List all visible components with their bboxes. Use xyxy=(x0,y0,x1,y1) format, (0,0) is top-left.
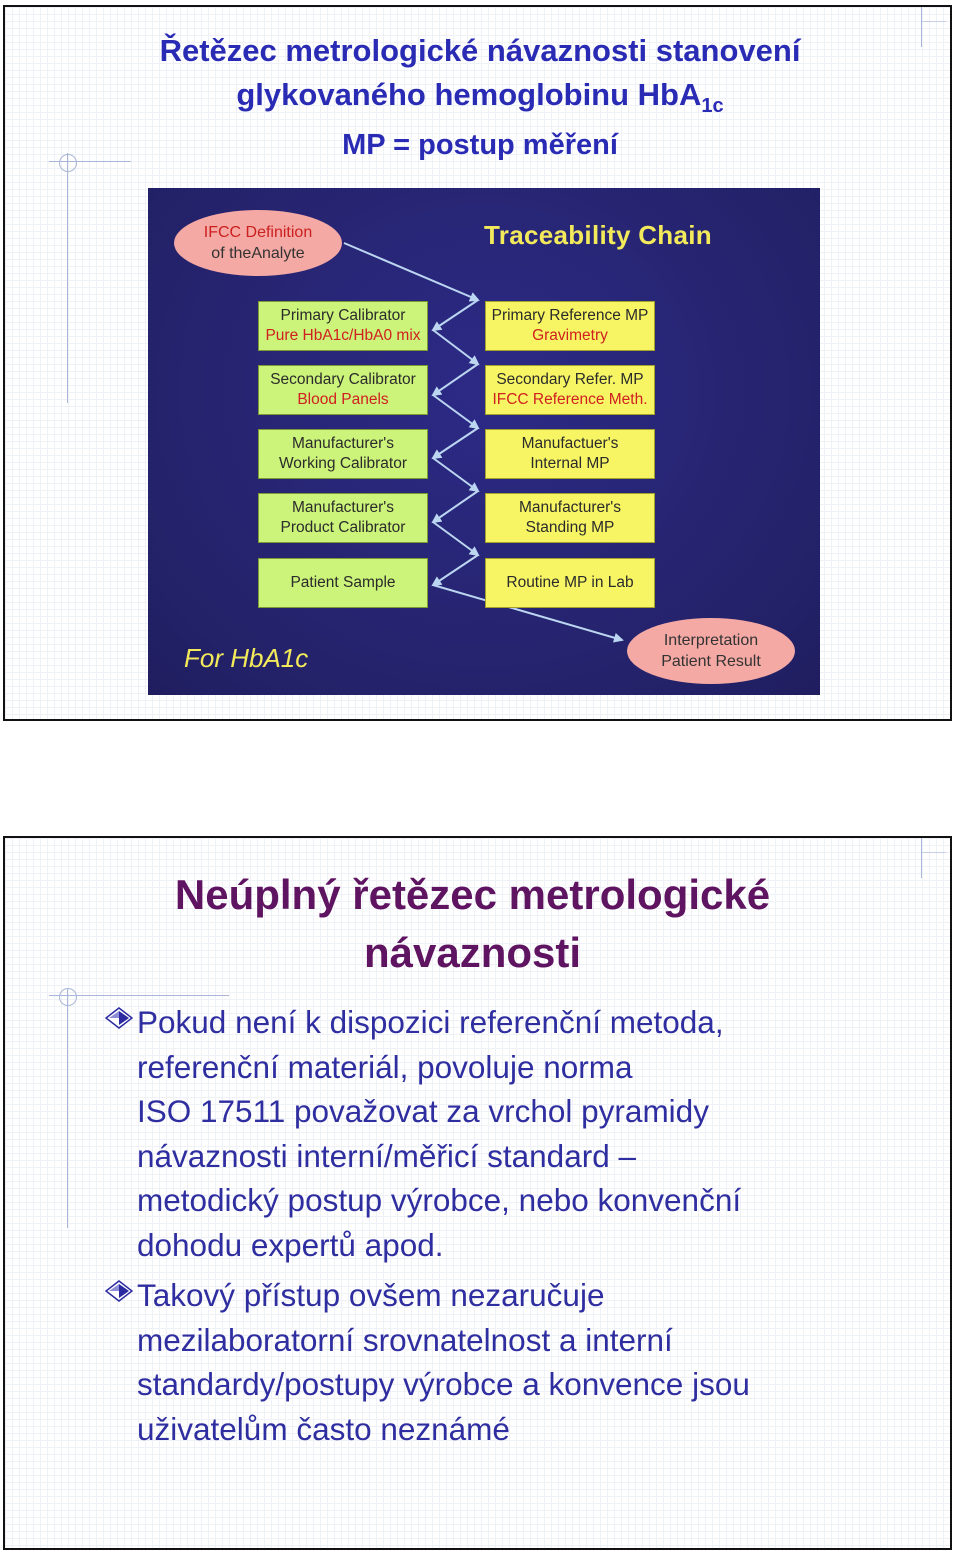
bullet-text: Takový přístup ovšem nezaručuje mezilaboratorní srovnatelnost a interní standardy/postupy výrobce a konvence jsou uživatelům často neznámé xyxy=(137,1277,750,1447)
right-box-standing-mp xyxy=(485,493,655,543)
box-line-2: Internal MP xyxy=(530,455,610,472)
slide-subtitle: MP = postup měření xyxy=(342,129,618,161)
oval-line-1: IFCC Definition xyxy=(203,224,313,241)
box-line-1: Secondary Refer. MP xyxy=(496,371,644,388)
arrow xyxy=(344,243,478,300)
oval-line-1: Interpretation xyxy=(663,632,759,649)
box-line-1: Manufacturer's xyxy=(518,499,622,516)
arrow xyxy=(433,428,478,458)
left-box-primary-calibrator xyxy=(258,301,428,351)
diagram-footer-label: For HbA1c xyxy=(184,643,309,673)
arrow xyxy=(433,458,478,491)
title-line-2: návaznosti xyxy=(363,929,582,976)
crosshair-icon xyxy=(59,988,77,1006)
slide-incomplete-chain xyxy=(3,836,952,1550)
right-box-secondary-refer-mp xyxy=(485,365,655,415)
diamond-bullet-icon xyxy=(105,1280,133,1302)
bullet-text: Pokud není k dispozici referenční metoda, referenční materiál, povoluje norma ISO 17511 považovat za vrchol pyramidy návaznosti interní/měřicí standard – metodický postup výrobce, nebo konvenční dohodu expertů apod. xyxy=(137,1004,742,1263)
result-oval xyxy=(627,618,795,684)
decorative-line xyxy=(921,838,922,878)
box-line-1: Manufacturer's xyxy=(291,499,395,516)
box-line-1: Manufactuer's xyxy=(521,435,619,452)
box-line-2: Product Calibrator xyxy=(280,519,406,536)
left-box-patient-sample xyxy=(258,558,428,608)
diagram-heading: Traceability Chain xyxy=(484,220,712,250)
box-line-1: Primary Calibrator xyxy=(280,307,406,324)
right-box-routine-mp xyxy=(485,558,655,608)
arrow xyxy=(433,395,478,428)
box-line-1: Primary Reference MP xyxy=(491,307,649,324)
box-line-2: Standing MP xyxy=(525,519,615,536)
arrow xyxy=(433,330,478,364)
title-line-2-main: glykovaného hemoglobinu HbA xyxy=(236,77,702,112)
slide-title xyxy=(45,866,900,982)
arrow xyxy=(433,300,478,330)
title-subscript: 1c xyxy=(701,95,724,118)
left-box-working-calibrator xyxy=(258,429,428,479)
slide-title xyxy=(45,29,915,117)
left-box-product-calibrator xyxy=(258,493,428,543)
diamond-bullet-icon xyxy=(105,1007,133,1029)
box-line-2: IFCC Reference Meth. xyxy=(492,391,648,408)
corner-decoration xyxy=(921,838,946,853)
oval-line-2: of theAnalyte xyxy=(211,245,305,262)
corner-decoration xyxy=(921,7,946,22)
definition-oval xyxy=(174,210,342,276)
right-box-primary-reference-mp xyxy=(485,301,655,351)
right-box-internal-mp xyxy=(485,429,655,479)
box-line-1: Routine MP in Lab xyxy=(506,574,634,591)
title-line-1: Řetězec metrologické návaznosti stanovení xyxy=(159,33,801,68)
box-line-2: Gravimetry xyxy=(532,327,608,344)
list-item xyxy=(101,1273,891,1451)
box-line-1: Manufacturer's xyxy=(291,435,395,452)
list-item xyxy=(101,1000,891,1267)
bullet-list xyxy=(101,1000,891,1457)
oval-line-2: Patient Result xyxy=(661,653,761,670)
arrow xyxy=(433,491,478,522)
decorative-line xyxy=(921,7,922,47)
arrow xyxy=(433,364,478,395)
decorative-line xyxy=(67,153,68,403)
box-line-2: Blood Panels xyxy=(297,391,389,408)
box-line-1: Patient Sample xyxy=(290,574,396,591)
box-line-1: Secondary Calibrator xyxy=(270,371,416,388)
decorative-line xyxy=(67,988,68,1228)
box-line-2: Pure HbA1c/HbA0 mix xyxy=(265,327,421,344)
traceability-diagram xyxy=(148,188,820,695)
slide-traceability-chain xyxy=(3,5,952,721)
title-line-1: Neúplný řetězec metrologické xyxy=(174,871,771,918)
arrow xyxy=(433,555,478,585)
box-line-2: Working Calibrator xyxy=(278,455,408,472)
arrow xyxy=(433,522,478,555)
title-line-2 xyxy=(45,73,915,117)
left-box-secondary-calibrator xyxy=(258,365,428,415)
